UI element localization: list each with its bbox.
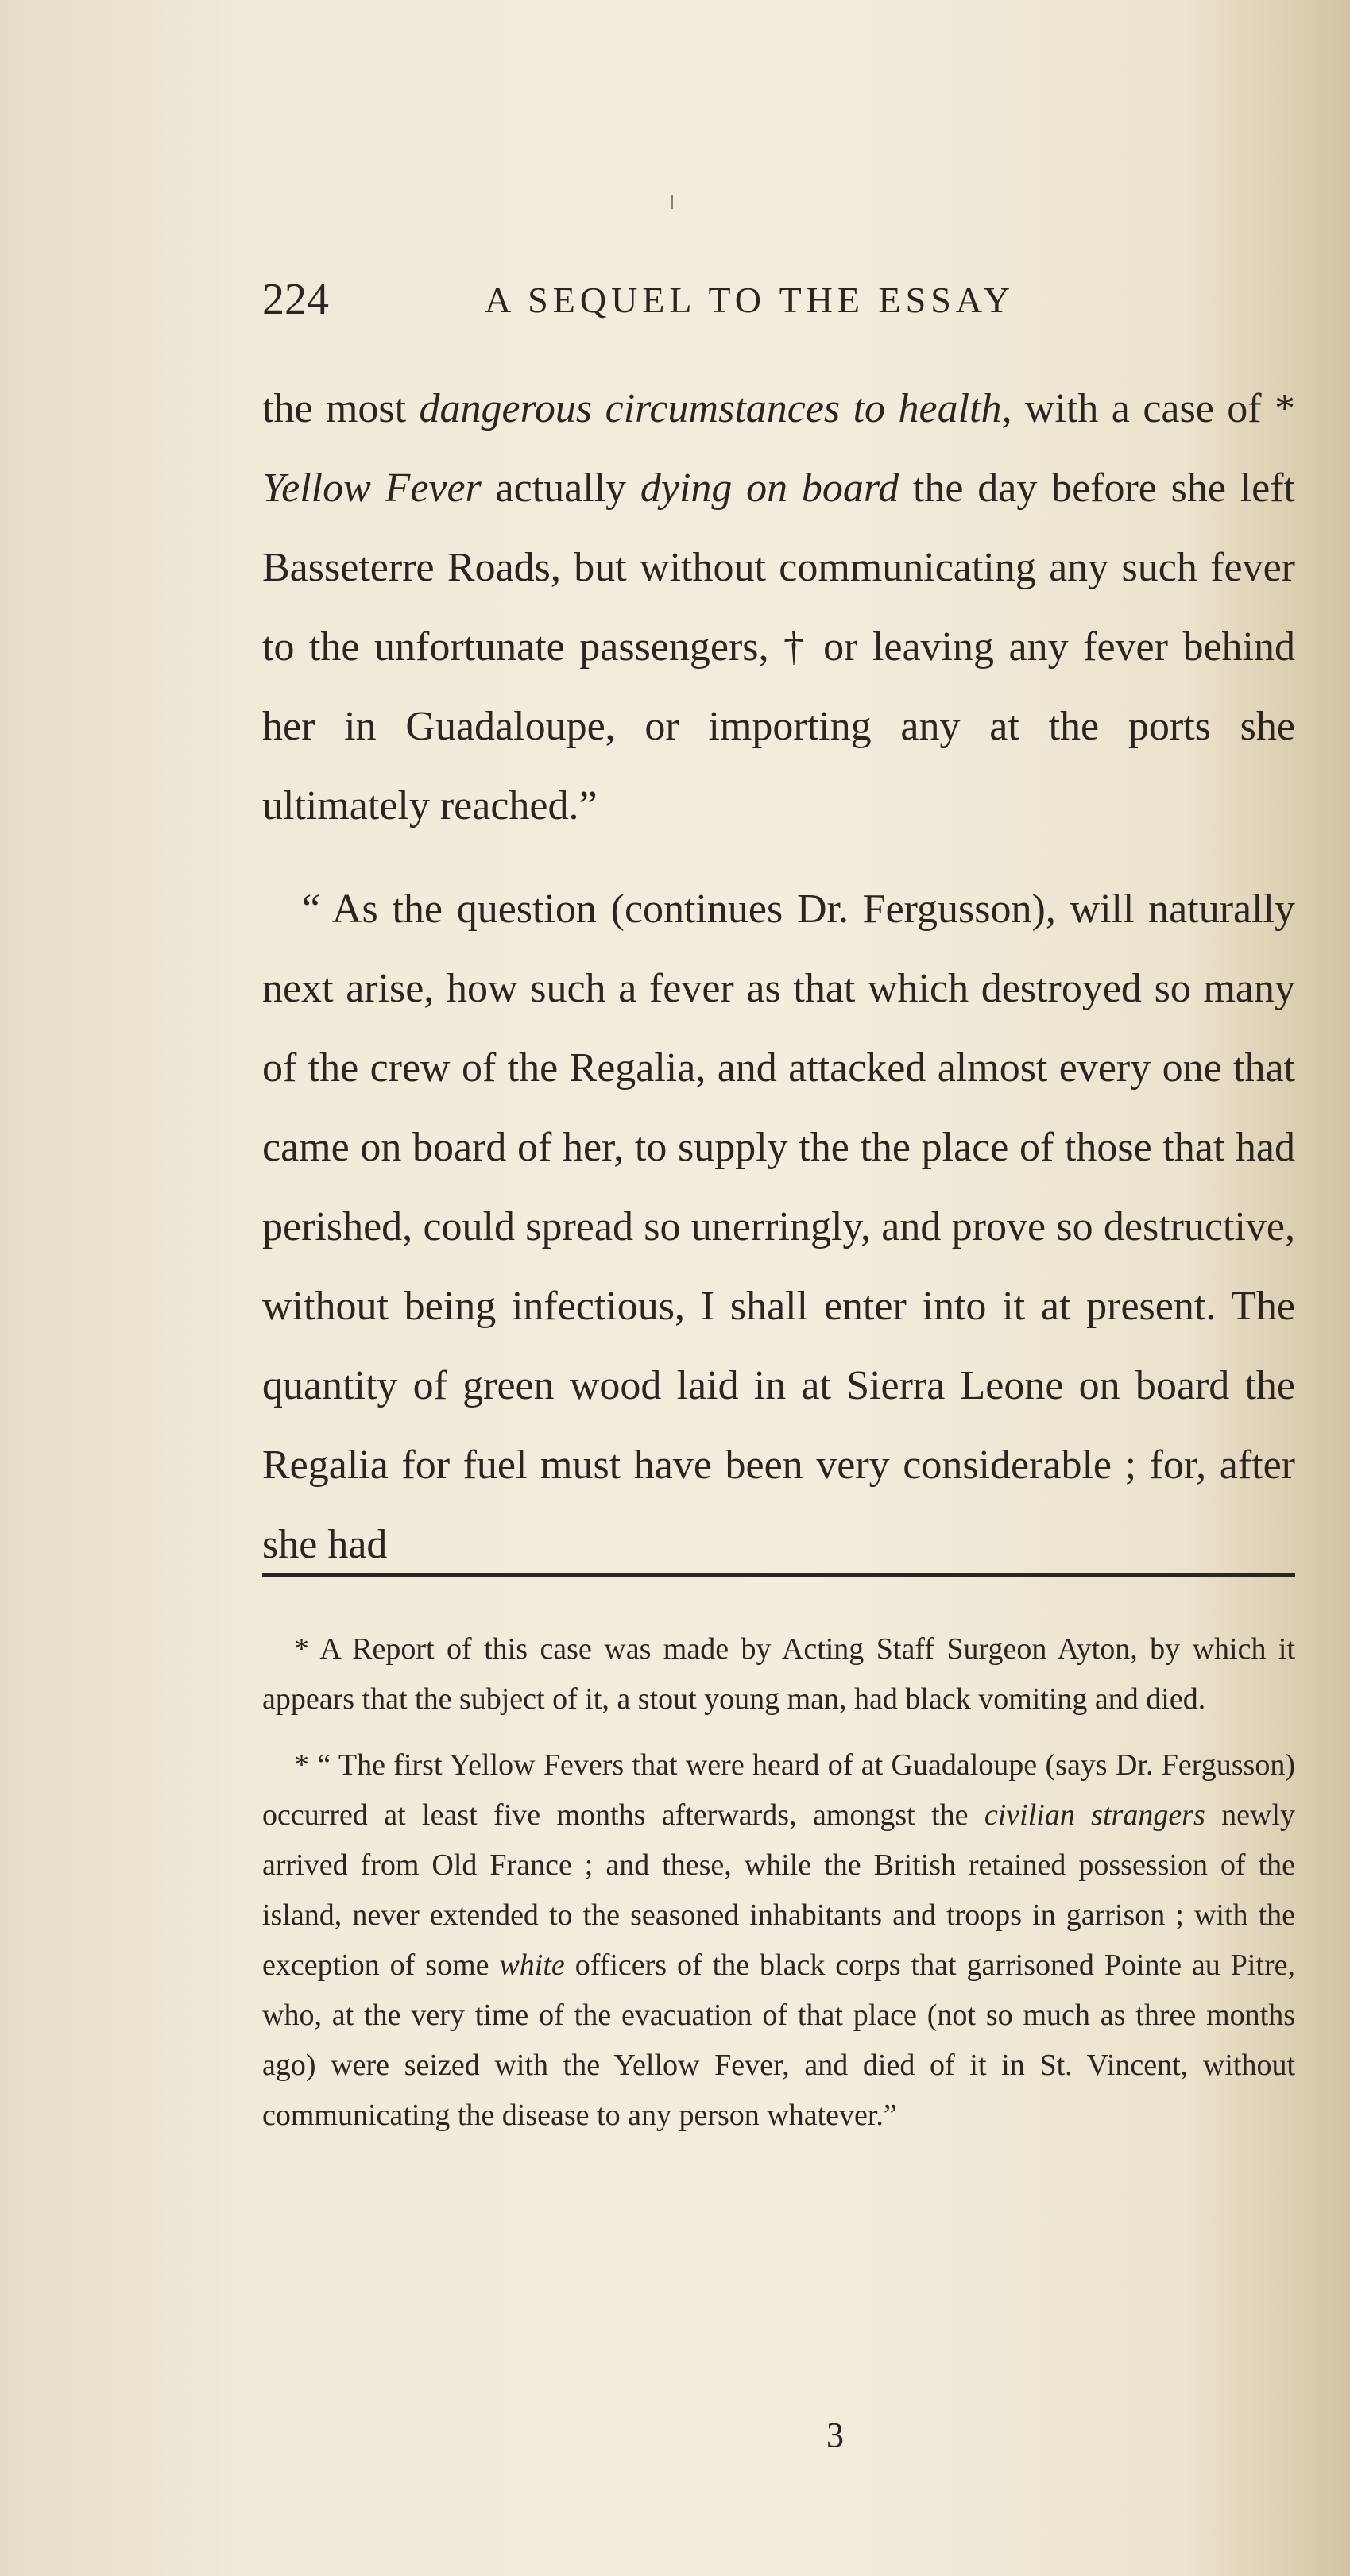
fn2-text-c: newly arrived from Old France ; and these, while the British retained possession of the island, never extended to the seasoned inhabitants and troops in garrison ; with the exception of some — [262, 1798, 1295, 1982]
footnotes — [262, 1624, 1295, 2157]
fn2-italic-d: white — [499, 1948, 565, 1982]
p1-text-g: the day before she left Basseterre Roads, but without communicating any such fever to the unfortunate passengers, † or leaving any fever behind her in Guadaloupe, or importing any at the ports she ultimately reached.” — [262, 465, 1295, 828]
footnote-1: * A Report of this case was made by Acting Staff Surgeon Ayton, by which it appears that the subject of it, a stout young man, had black vomiting and died. — [262, 1632, 1295, 1716]
fn2-text-a: * “ The first Yellow Fevers that were heard of at Guadaloupe (says Dr. Fergusson) occurred at least five months afterwards, amongst the — [262, 1748, 1295, 1832]
p1-italic-d: Yellow Fever — [262, 465, 482, 511]
paragraph-1 — [262, 369, 1295, 846]
p2-text: “ As the question (continues Dr. Fergusson), will naturally next arise, how such a fever as that which destroyed so many of the crew of the Regalia, and attacked almost every one that came on board of her, to supply the the place of those that had perished, could spread so unerringly, and prove so destructive, without being infectious, I shall enter into it at present. The quantity of green wood laid in at Sierra Leone on board the Regalia for fuel must have been very considerable ; for, after she had — [262, 886, 1295, 1567]
p1-text-a: the most — [262, 386, 420, 431]
fn2-italic-b: civilian strangers — [984, 1798, 1205, 1832]
p1-italic-f: dying on board — [640, 465, 899, 511]
fn2-text-e: officers of the black corps that garrisoned Pointe au Pitre, who, at the very time of the evacuation of that place (not so much as three months ago) were seized with the Yellow Fever, and died of it in St. Vincent, without communicating the disease to any person whatever.” — [262, 1948, 1295, 2132]
footnote-rule — [262, 1573, 1295, 1577]
p1-italic-b: dangerous circumstances to health, — [419, 386, 1012, 431]
page-mark — [671, 195, 673, 209]
paragraph-2 — [262, 870, 1295, 1585]
signature-mark: 3 — [826, 2416, 844, 2454]
page-number: 224 — [262, 275, 329, 324]
p1-text-c: with a case of * — [1012, 386, 1295, 431]
footnote-2 — [262, 1740, 1295, 2141]
running-title: A SEQUEL TO THE ESSAY — [485, 280, 1015, 320]
p1-text-e: actually — [481, 465, 640, 511]
page-header — [262, 274, 1287, 330]
